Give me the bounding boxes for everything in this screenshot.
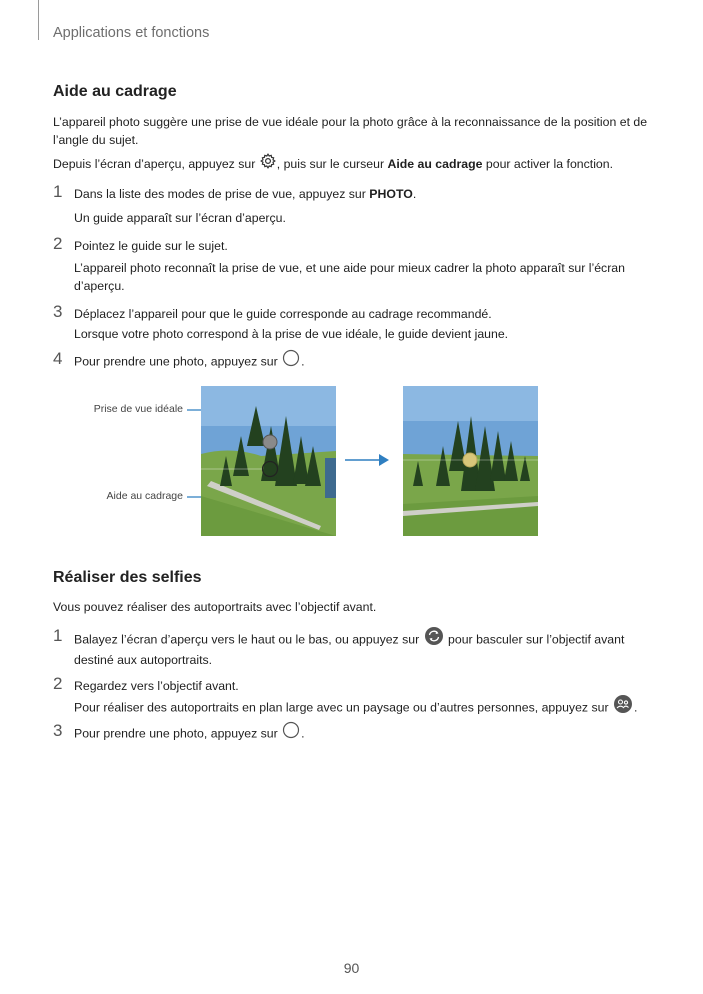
step-line: Dans la liste des modes de prise de vue, appuyez sur <box>74 187 370 201</box>
section1-intro: L’appareil photo suggère une prise de vue idéale pour la photo grâce à la reconnaissance de la position et de l’angle du sujet. <box>53 115 648 147</box>
step-detail-end: . <box>633 700 638 715</box>
preview-photo-after <box>403 386 538 536</box>
page-number: 90 <box>343 960 360 976</box>
section-title-selfies: Réaliser des selfies <box>53 569 202 586</box>
step-number: 1 <box>53 182 63 201</box>
step-text: Pointez le guide sur le sujet. <box>74 239 228 253</box>
step-detail <box>74 697 654 719</box>
section-title-aide-au-cadrage: Aide au cadrage <box>53 83 177 100</box>
preview-photo-before <box>201 386 336 536</box>
arrow-right-icon <box>345 452 391 468</box>
section-header: Applications et fonctions <box>53 25 210 41</box>
step-number: 1 <box>53 626 63 645</box>
step-number: 4 <box>53 349 63 368</box>
step-detail: Lorsque votre photo correspond à la prise de vue idéale, le guide devient jaune. <box>74 327 509 341</box>
step-line: Pour prendre une photo, appuyez sur <box>74 354 282 369</box>
matched-guide-marker <box>463 453 477 467</box>
label-prise-de-vue-ideale: Prise de vue idéale <box>93 403 183 415</box>
step-text: Déplacez l’appareil pour que le guide corresponde au cadrage recommandé. <box>74 307 492 321</box>
switch-camera-icon <box>424 626 444 651</box>
shutter-button-icon <box>282 721 300 744</box>
step-text <box>74 629 634 669</box>
step-line: Balayez l’écran d’aperçu vers le haut ou le bas, ou appuyez sur <box>74 632 423 647</box>
step-number: 2 <box>53 674 63 693</box>
instr-before: Depuis l’écran d’aperçu, appuyez sur <box>53 157 259 171</box>
step-text <box>74 724 305 744</box>
step-line-end: . <box>412 187 417 201</box>
step-line-end: . <box>301 726 305 741</box>
step-bold: PHOTO <box>369 187 413 201</box>
instr-middle: , puis sur le curseur <box>276 157 388 171</box>
step-detail: L’appareil photo reconnaît la prise de vue, et une aide pour mieux cadrer la photo apparaît sur l’écran d’aperçu. <box>74 261 625 293</box>
step-line: Pour prendre une photo, appuyez sur <box>74 726 282 741</box>
step-detail: Un guide apparaît sur l’écran d’aperçu. <box>74 211 286 225</box>
step-number: 3 <box>53 302 63 321</box>
step-text: Regardez vers l’objectif avant. <box>74 679 239 693</box>
wide-selfie-icon <box>613 694 633 719</box>
instr-bold: Aide au cadrage <box>387 157 483 171</box>
step-line-end: . <box>301 354 305 369</box>
step-line-end: pour basculer sur l’objectif avant destiné aux autoportraits. <box>74 632 625 667</box>
label-aide-au-cadrage: Aide au cadrage <box>106 490 183 502</box>
step-detail-text: Pour réaliser des autoportraits en plan large avec un paysage ou d’autres personnes, appuyez sur <box>74 700 612 715</box>
step-number: 3 <box>53 721 63 740</box>
step-number: 2 <box>53 234 63 253</box>
instr-after: pour activer la fonction. <box>482 157 614 171</box>
section2-intro: Vous pouvez réaliser des autoportraits avec l’objectif avant. <box>53 600 377 614</box>
ideal-shot-marker <box>263 435 277 449</box>
